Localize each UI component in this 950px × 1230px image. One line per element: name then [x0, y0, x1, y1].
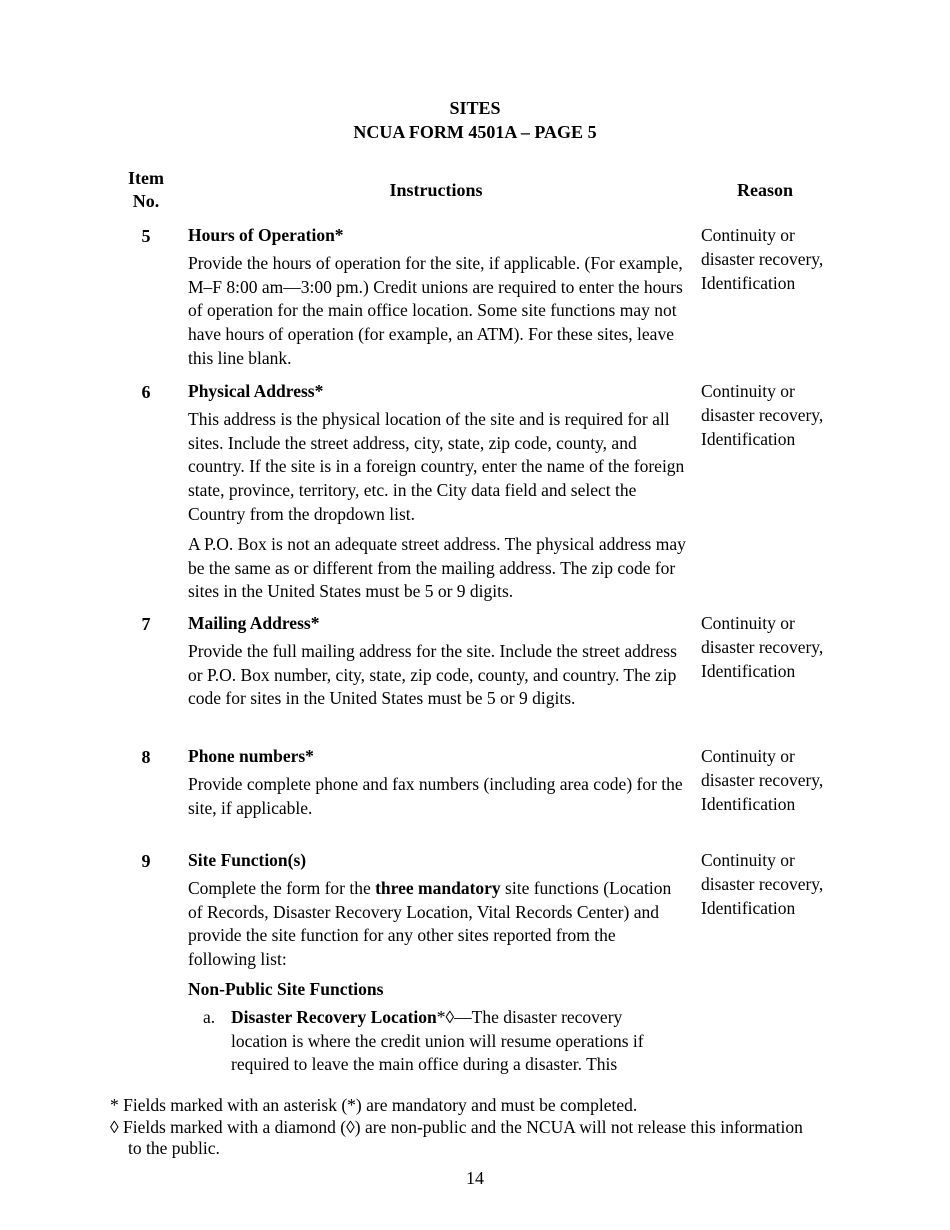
subsection-heading: Non-Public Site Functions	[188, 978, 384, 999]
reason-cell: Continuity or disaster recovery, Identification	[701, 613, 824, 681]
list-item-marks: *◊	[436, 1006, 455, 1027]
reason-cell: Continuity or disaster recovery, Identification	[701, 746, 824, 814]
instruction-paragraph: Provide the hours of operation for the site, if applicable. (For example, M–F 8:00 am—3:00 pm.) Credit unions are required to enter the hours of operation for the main office location. Some site functions may not have hours of operation (for example, an ATM). For these sites, leave this line blank.	[188, 252, 683, 368]
instructions-cell	[188, 612, 688, 717]
instruction-paragraph: This address is the physical location of the site and is required for all sites. Include the street address, city, state, zip code, county, and country. If the site is in a foreign country, enter the name of the foreign state, province, territory, etc. in the City data field and select the Country from the dropdown list.	[188, 408, 685, 524]
intro-text: Complete the form for the	[188, 877, 376, 898]
item-number: 7	[141, 614, 151, 634]
instruction-paragraph: Provide the full mailing address for the site. Include the street address or P.O. Box number, city, state, zip code, county, and country. The zip code for sites in the United States must be 5 or 9 digits.	[188, 640, 677, 709]
instructions-cell	[188, 849, 688, 1077]
instruction-paragraph	[188, 877, 688, 972]
header-instructions: Instructions	[389, 180, 483, 200]
item-heading: Phone numbers*	[188, 746, 314, 766]
header-reason: Reason	[736, 180, 793, 200]
intro-bold-text: three mandatory	[375, 877, 501, 898]
list-text	[231, 1006, 681, 1077]
header-item-no: Item No.	[128, 168, 164, 211]
instruction-paragraph: Provide complete phone and fax numbers (including area code) for the site, if applicable.	[188, 773, 683, 818]
page-number: 14	[466, 1168, 484, 1188]
item-number: 9	[141, 851, 151, 871]
item-number: 6	[141, 382, 151, 402]
item-heading: Mailing Address*	[188, 613, 320, 633]
page-title	[0, 96, 950, 144]
item-heading: Site Function(s)	[188, 850, 307, 870]
intro-text-continued: site functions (Location of Records, Disaster Recovery Location, Vital Records Center) and provide the site function for any other sites reported from the following list:	[188, 877, 672, 970]
instructions-cell	[188, 380, 688, 610]
footnotes	[110, 1095, 810, 1160]
item-number: 5	[141, 226, 151, 246]
instructions-cell	[188, 745, 688, 826]
list-item	[203, 1006, 688, 1077]
item-number: 8	[141, 747, 151, 767]
footnote-diamond: ◊ Fields marked with a diamond (◊) are non-public and the NCUA will not release this information to the public.	[110, 1116, 803, 1158]
instructions-cell	[188, 224, 688, 377]
list-item-title: Disaster Recovery Location	[231, 1006, 437, 1027]
reason-cell: Continuity or disaster recovery, Identification	[701, 381, 824, 449]
title-line-2: NCUA FORM 4501A – PAGE 5	[353, 122, 597, 142]
list-item-description: —The disaster recovery location is where the credit union will resume operations if required to leave the main office during a disaster. This	[231, 1006, 644, 1075]
item-heading: Hours of Operation*	[188, 225, 344, 245]
instruction-paragraph: A P.O. Box is not an adequate street address. The physical address may be the same as or different from the mailing address. The zip code for sites in the United States must be 5 or 9 digits.	[188, 533, 686, 602]
reason-cell: Continuity or disaster recovery, Identification	[701, 850, 824, 918]
footnote-asterisk: * Fields marked with an asterisk (*) are mandatory and must be completed.	[110, 1095, 638, 1115]
item-heading: Physical Address*	[188, 381, 324, 401]
list-letter: a.	[203, 1006, 216, 1027]
title-line-1: SITES	[449, 98, 501, 118]
reason-cell: Continuity or disaster recovery, Identification	[701, 225, 824, 293]
